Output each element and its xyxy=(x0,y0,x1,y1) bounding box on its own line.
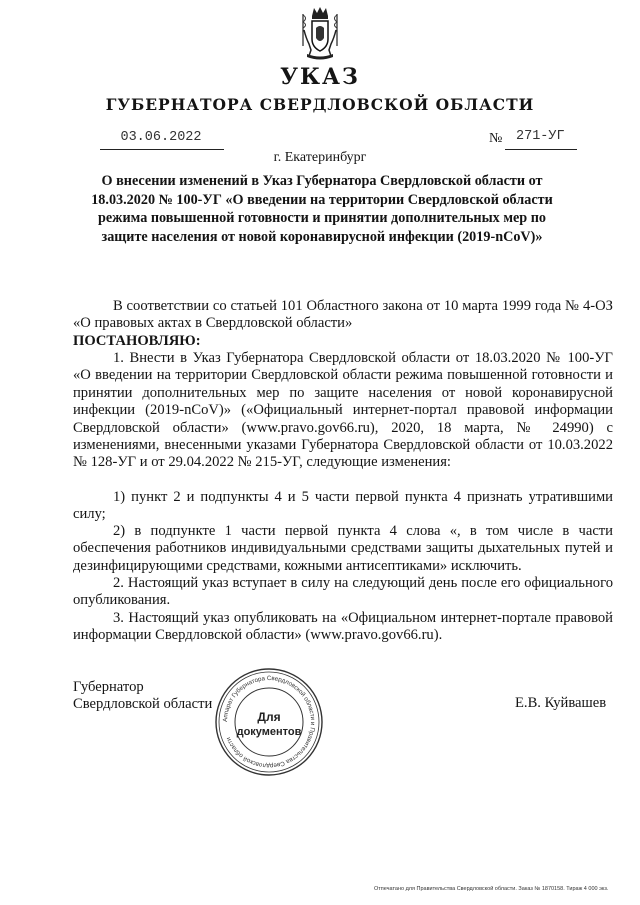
coat-of-arms-icon xyxy=(300,6,340,62)
document-issuer: ГУБЕРНАТОРА СВЕРДЛОВСКОЙ ОБЛАСТИ xyxy=(105,95,535,114)
seal-ring-text: Аппарат Губернатора Свердловской области и Правительства Свердловской области xyxy=(221,674,317,770)
print-imprint: Отпечатано для Правительства Свердловской области. Заказ № 1870158. Тираж 4 000 экз. xyxy=(374,886,609,892)
signatory-title-line-2: Свердловской области xyxy=(73,696,213,713)
decree-item-3: 3. Настоящий указ опубликовать на «Официальном интернет-портале правовой информации Свердловской области» (www.pravo.gov66.ru). xyxy=(73,610,613,644)
seal-center-line-1: Для xyxy=(257,710,281,724)
issue-city: г. Екатеринбург xyxy=(273,150,367,165)
decree-word: ПОСТАНОВЛЯЮ: xyxy=(73,333,201,349)
legal-basis-paragraph: В соответствии со статьей 101 Областного закона от 10 марта 1999 года № 4-ОЗ «О правовых актах в Свердловской области» xyxy=(73,298,613,332)
document-subject: О внесении изменений в Указ Губернатора Свердловской области от 18.03.2020 № 100-УГ «О введении на территории Свердловской области режима повышенной готовности и принятии дополнительных мер по защите населения от новой коронавирусной инфекции (2019-nCoV)» xyxy=(91,173,553,245)
decree-subitem-1: 1) пункт 2 и подпункты 4 и 5 части первой пункта 4 признать утратившими силу; xyxy=(73,489,613,523)
decree-subitem-2: 2) в подпункте 1 части первой пункта 4 слова «, в том числе в части обеспечения работников индивидуальными средствами защиты дыхательных путей и дезинфицирующими средствами, кожными антисептиками» исключить. xyxy=(73,523,613,574)
document-number: 271-УГ xyxy=(516,129,565,144)
decree-item-1: 1. Внести в Указ Губернатора Свердловской области от 18.03.2020 № 100-УГ «О введении на территории Свердловской области режима повышенной готовности и принятии дополнительных мер по защите населения от новой коронавирусной инфекции (2019-nCoV)» («Официальный интернет-портал правовой информации Свердловской области» (www.pravo.gov66.ru), 2020, 18 марта, № 24990) с изменениями, внесенными указами Губернатора Свердловской области от 10.03.2022 № 128-УГ и от 29.04.2022 № 215-УГ, следующие изменения: xyxy=(73,350,613,471)
number-label: № xyxy=(489,131,503,146)
signatory-title-line-1: Губернатор xyxy=(73,679,144,695)
document-title: УКАЗ xyxy=(280,64,360,90)
signatory-name: Е.В. Куйвашев xyxy=(515,695,607,711)
document-date: 03.06.2022 xyxy=(120,130,202,145)
seal-center-line-2: документов xyxy=(236,726,302,738)
signatory-title xyxy=(73,679,212,714)
decree-item-2: 2. Настоящий указ вступает в силу на следующий день после его официального опубликования. xyxy=(73,575,613,609)
official-seal xyxy=(214,667,324,777)
